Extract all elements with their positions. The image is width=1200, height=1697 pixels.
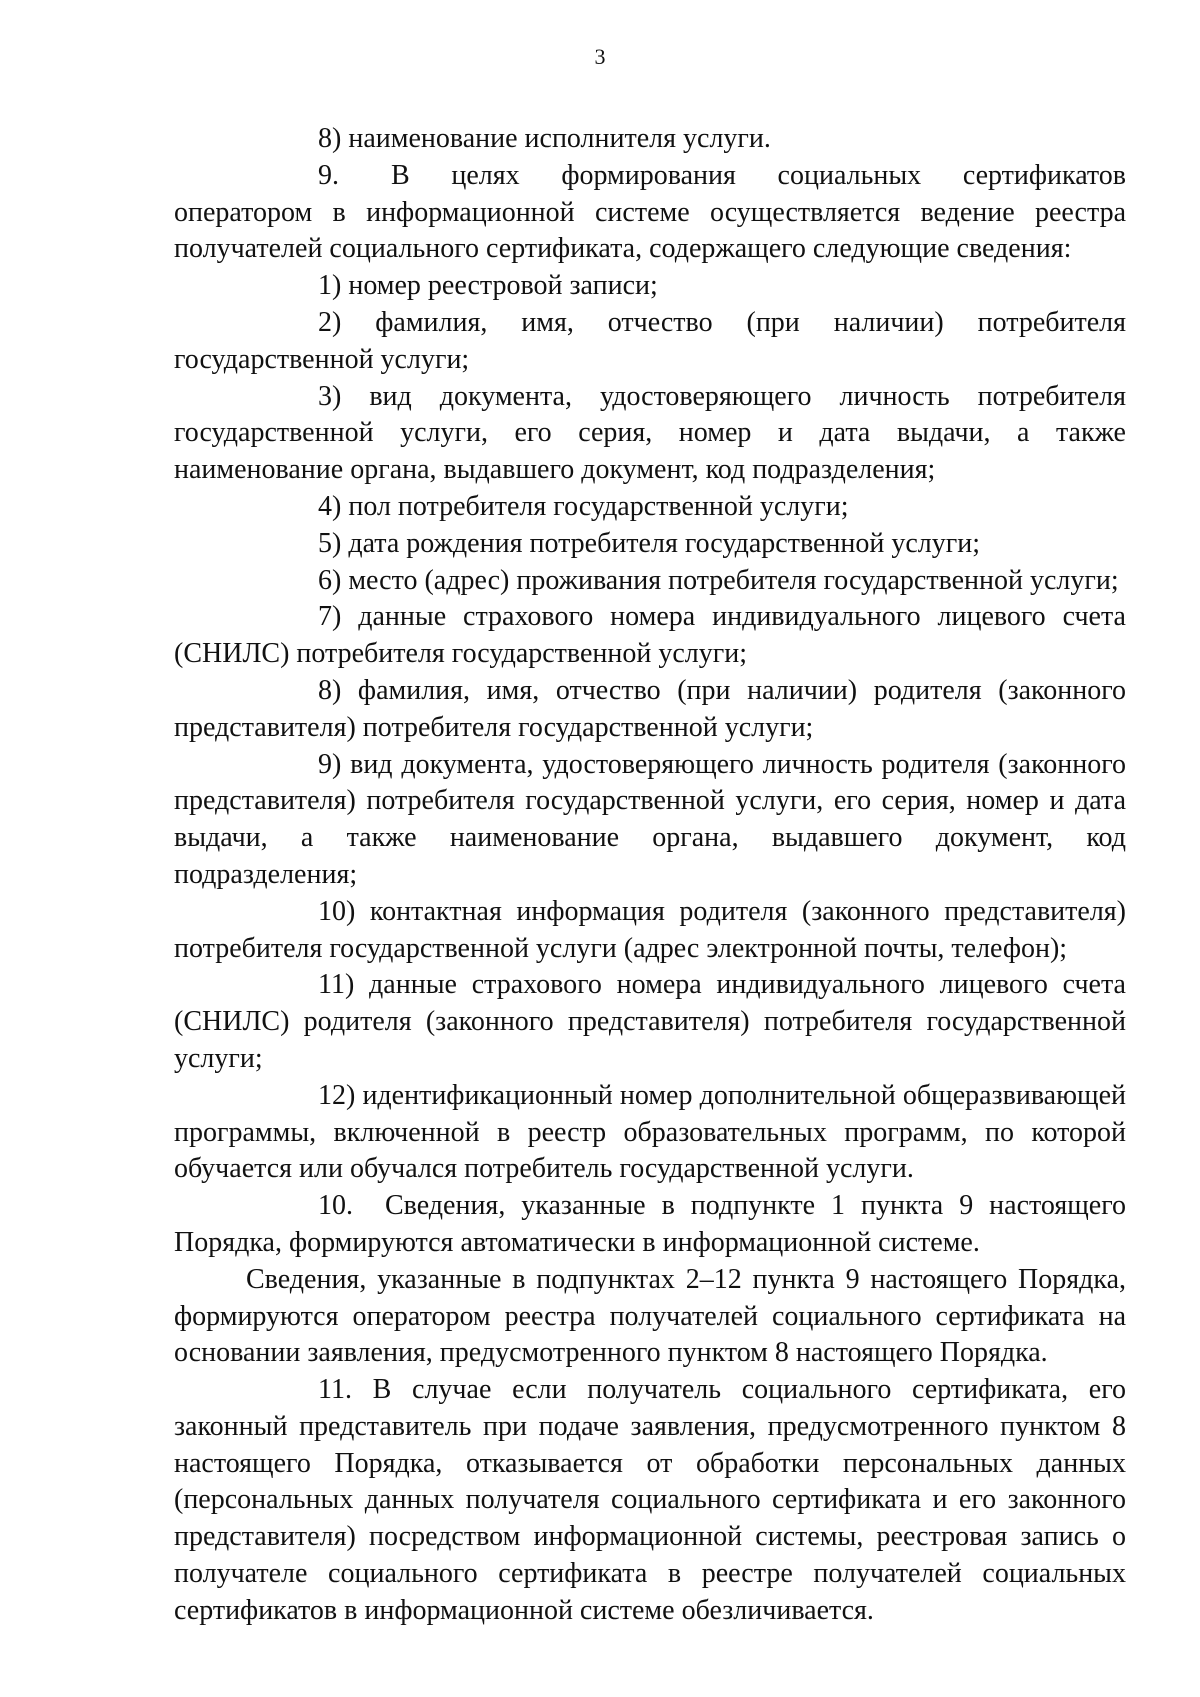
list-item	[174, 1078, 1126, 1188]
item-text: данные страхового номера индивидуального лицевого счета (СНИЛС) родителя (законного представителя) потребителя государственной услуги;	[174, 969, 1126, 1074]
item-number: 10.	[318, 1190, 353, 1222]
paragraph-9	[174, 158, 1126, 268]
item-text: данные страхового номера индивидуального лицевого счета (СНИЛС) потребителя государственной услуги;	[174, 601, 1126, 670]
page-number: 3	[594, 44, 606, 69]
item-text: В целях формирования социальных сертификатов оператором в информационной системе осуществляется ведение реестра получателей социального сертификата, содержащего следующие сведения:	[174, 159, 1126, 265]
list-item	[174, 599, 1126, 673]
list-item	[174, 305, 1126, 379]
list-item	[174, 747, 1126, 894]
item-text: В случае если получатель социального сертификата, его законный представитель при подаче заявления, предусмотренного пунктом 8 настоящего Порядка, отказывается от обработки персональных данных (персональных данных получателя социального сертификата и его законного представителя) посредством информационной системы, реестровая запись о получателе социального сертификата в реестре получателей социальных сертификатов в информационной системе обезличивается.	[174, 1374, 1126, 1626]
item-number: 2)	[318, 306, 342, 338]
list-item	[174, 563, 1126, 600]
item-number: 6)	[318, 564, 342, 596]
item-number: 1)	[318, 270, 342, 302]
item-number: 8)	[318, 123, 342, 154]
item-number: 10)	[318, 895, 356, 927]
document-body	[174, 121, 1126, 1630]
paragraph-10	[174, 1188, 1126, 1262]
list-item	[174, 268, 1126, 305]
item-text: пол потребителя государственной услуги;	[341, 490, 849, 522]
item-number: 9)	[318, 748, 342, 780]
list-item	[174, 967, 1126, 1077]
item-text: фамилия, имя, отчество (при наличии) родителя (законного представителя) потребителя государственной услуги;	[174, 674, 1126, 743]
list-item	[174, 526, 1126, 563]
item-number: 7)	[318, 601, 342, 633]
list-item	[174, 673, 1126, 747]
item-number: 8)	[318, 674, 342, 706]
item-text: фамилия, имя, отчество (при наличии) потребителя государственной услуги;	[174, 306, 1126, 375]
paragraph-11	[174, 1372, 1126, 1630]
item-text: идентификационный номер дополнительной общеразвивающей программы, включенной в реестр образовательных программ, по которой обучается или обучался потребитель государственной услуги.	[174, 1079, 1126, 1185]
item-text: наименование исполнителя услуги.	[341, 123, 771, 154]
item-number: 11.	[318, 1374, 352, 1406]
item-text: номер реестровой записи;	[341, 270, 658, 302]
item-text: вид документа, удостоверяющего личность потребителя государственной услуги, его серия, номер и дата выдачи, а также наименование органа, выдавшего документ, код подразделения;	[174, 380, 1126, 486]
item-text: Сведения, указанные в подпунктах 2–12 пункта 9 настоящего Порядка, формируются оператором реестра получателей социального сертификата на основании заявления, предусмотренного пунктом 8 настоящего Порядка.	[174, 1263, 1126, 1369]
item-number: 11)	[318, 969, 355, 1001]
item-text: место (адрес) проживания потребителя государственной услуги;	[341, 564, 1119, 596]
list-item	[174, 894, 1126, 968]
list-item	[174, 489, 1126, 526]
item-number: 4)	[318, 490, 342, 522]
item-text: дата рождения потребителя государственной услуги;	[341, 527, 981, 559]
item-number: 5)	[318, 527, 342, 559]
item-text: вид документа, удостоверяющего личность родителя (законного представителя) потребителя государственной услуги, его серия, номер и дата выдачи, а также наименование органа, выдавшего документ, код подразделения;	[174, 748, 1126, 890]
list-item	[174, 379, 1126, 489]
item-number: 3)	[318, 380, 342, 412]
item-text: контактная информация родителя (законного представителя) потребителя государственной услуги (адрес электронной почты, телефон);	[174, 895, 1126, 964]
paragraph-10-continued	[174, 1262, 1126, 1372]
item-number: 9.	[318, 159, 339, 191]
item-number: 12)	[318, 1079, 356, 1111]
list-item	[174, 121, 1126, 158]
item-text: Сведения, указанные в подпункте 1 пункта 9 настоящего Порядка, формируются автоматически в информационной системе.	[174, 1190, 1126, 1258]
